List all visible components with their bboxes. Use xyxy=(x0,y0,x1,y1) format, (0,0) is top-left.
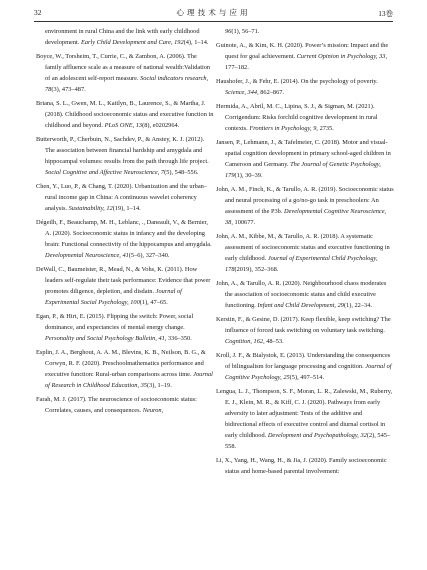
reference-text: Dégeilh, F., Beauchamp, M. H., Leblanc, ., Daneault, V., & Bernier, A. (2020). Socioeconomic status in infancy and the developing brain: Functional connectivity of the hippocampus and amygdala. xyxy=(36,218,212,249)
reference-entry xyxy=(36,26,214,48)
reference-text: Butterworth, P., Cherbuin, N., Sachdev, P., & Anstey, K. J. (2012). The association between financial hardship and amygdala and hippocampal volumes: results from the path through life project. xyxy=(36,135,209,166)
reference-pages: , 2735. xyxy=(316,124,334,132)
reference-pages: , 100677. xyxy=(231,218,256,226)
header-rule xyxy=(34,21,393,22)
reference-pages: , 336–350. xyxy=(164,335,192,343)
reference-source: Journal of Experimental Child Psychology, 178 xyxy=(225,254,378,273)
reference-source: The Journal of Genetic Psychology, 179 xyxy=(225,160,381,179)
reference-entry xyxy=(216,184,394,228)
reference-text: Boyce, W., Torsheim, T., Currie, C., & Zambon, A. (2006). The family affluence scale as a measure of national wealth:Validation of an adolescent self-report measure. xyxy=(36,52,211,83)
references-left-column xyxy=(36,26,214,419)
references-right-column xyxy=(216,26,394,480)
reference-entry xyxy=(216,76,394,98)
reference-source: Social indicators research, 78 xyxy=(45,75,209,94)
reference-entry xyxy=(216,455,394,477)
reference-text: Li, X., Yang, H., Wang, H., & Jia, J. (2020). Family socioeconomic status and home-based parental involvement: xyxy=(216,456,387,476)
page-header xyxy=(34,6,393,20)
reference-entry xyxy=(36,217,214,261)
reference-pages: (2019), 352–368. xyxy=(234,266,279,273)
reference-source: Frontiers in Psychology, 9 xyxy=(249,124,317,132)
reference-source: Social Cognitive and Affective Neuroscience, 7 xyxy=(45,169,165,177)
reference-source: PLoS ONE, 13 xyxy=(104,122,143,130)
page-number: 32 xyxy=(34,8,42,17)
reference-pages: , 48–53. xyxy=(263,337,284,345)
reference-pages: (2), 545–558. xyxy=(225,432,391,451)
reference-pages: (1), 47–65. xyxy=(139,299,168,307)
reference-entry xyxy=(216,278,394,311)
reference-text: DeWall, C., Baumeister, R., Mead, N., & Vohs, K. (2011). How leaders self-regulate their task performance: Evidence that power promotes diligence, depletion, and disdain. xyxy=(36,266,211,296)
reference-entry xyxy=(36,394,214,416)
reference-entry xyxy=(216,101,394,134)
reference-source: 96 xyxy=(225,28,232,35)
reference-text: John, A. M., Finch, K., & Tarullo, A. R. (2019). Socioeconomic status and neural processing of a go/no-go task in preschoolers: An assessment of the P3b. xyxy=(216,185,394,215)
reference-pages: (3), 473–487. xyxy=(51,86,86,94)
reference-source: Journal of Cognitive Psychology, 25 xyxy=(225,362,392,381)
reference-entry xyxy=(36,347,214,391)
reference-pages: (3), 1–19. xyxy=(146,382,172,390)
reference-source: Cognition, 162 xyxy=(225,337,264,345)
reference-text: John, A. M., Kibbe, M., & Tarullo, A. R. (2018). A systematic assessment of socioeconomic status and executive functioning in early childhood. xyxy=(216,232,390,262)
reference-source: Current Opinion in Psychology, 33 xyxy=(296,52,386,60)
reference-pages: (5), 548–556. xyxy=(164,169,199,177)
reference-source: Infant and Child Development, 29 xyxy=(257,301,344,309)
reference-text: Kerstin, F., & Gesine, D. (2017). Keep flexible, keep switching? The influence of forced task switching on voluntary task switching. xyxy=(216,315,391,334)
reference-entry xyxy=(216,137,394,181)
reference-entry xyxy=(36,311,214,344)
reference-text: Farah, M. J. (2017). The neuroscience of socioeconomic status: Correlates, causes, and consequences. xyxy=(36,396,197,415)
reference-pages: (1), 22–34. xyxy=(343,301,372,309)
reference-pages: , 177–182. xyxy=(225,52,388,71)
reference-text: Lengua, L. J., Thompson, S. F., Moran, L. R., Zalewski, M., Ruberry, E. J., Klein, M. R., & Kiff, C. J. (2020). Pathways from early adversity to later adjustment: Tests of the additive and bidirectional effects of executive control and diurnal cortisol in early childhood. xyxy=(216,387,393,440)
reference-source: Early Child Development and Care, 192 xyxy=(80,39,184,47)
reference-entry xyxy=(36,134,214,178)
reference-entry xyxy=(216,350,394,383)
reference-text: Kroll, J. F., & Bialystok, E. (2013). Understanding the consequences of bilingualism for language processing and cognition. xyxy=(216,351,391,370)
reference-entry xyxy=(216,386,394,453)
reference-pages: (19), 1–14. xyxy=(112,205,141,213)
reference-source: Journal of Research in Childhood Education, 35 xyxy=(45,371,213,390)
reference-text: Guinote, A., & Kim, K. H. (2020). Power’s mission: Impact and the quest for goal achievement. xyxy=(216,41,389,60)
reference-text: Haushofer, J., & Fehr, E. (2014). On the psychology of poverty. xyxy=(216,77,378,85)
reference-entry xyxy=(216,40,394,73)
reference-pages: (4), 1–14. xyxy=(183,39,209,47)
reference-source: Personality and Social Psychology Bulletin, 41 xyxy=(45,335,165,343)
reference-pages: (8), e0202964. xyxy=(142,122,180,130)
reference-source: Developmental Cognitive Neuroscience, 38 xyxy=(225,207,387,226)
reference-entry xyxy=(36,181,214,214)
reference-text: Jansen, P., Lehmann, J., & Tafelmeier, C. (2018). Motor and visual-spatial cognition development in primary school-aged children in Cameroon and Germany. xyxy=(216,138,391,168)
reference-text: Egan, P., & Hirt, E. (2015). Flipping the switch: Power, social dominance, and expectancies of mental energy change. xyxy=(36,313,194,332)
reference-entry xyxy=(36,98,214,131)
reference-entry xyxy=(36,51,214,95)
reference-entry xyxy=(216,26,394,37)
reference-text: Esplin, J. A., Berghout, A. A. M., Blevins, K. B., Neilson, B. G., & Corwyn, R. F. (2020). Preschoolmathematics performance and executive function: Rural-urban comparisons across time. xyxy=(36,349,206,379)
volume-label: 13卷 xyxy=(378,9,393,18)
reference-source: Science, 344 xyxy=(225,88,258,96)
reference-source: Journal of Experimental Social Psychology, 100 xyxy=(45,288,182,307)
reference-pages: (5), 497–514. xyxy=(289,373,325,381)
reference-pages: (1), 56–71. xyxy=(231,28,260,35)
reference-pages: , 862–867. xyxy=(257,88,285,96)
reference-text: Chen, Y., Luo, P., & Chang, T. (2020). Urbanization and the urban–rural income gap in China: A continuous wavelet coherency analysis. xyxy=(36,182,208,213)
reference-entry xyxy=(216,231,394,275)
reference-text: John, A., & Tarullo, A. R. (2020). Neighbourhood chaos moderates the association of socioeconomic status and child executive functioning. xyxy=(216,279,387,309)
reference-source: Developmental Neuroscience, 41 xyxy=(45,252,129,260)
reference-source: Sustainability, 12 xyxy=(68,205,113,213)
reference-entry xyxy=(36,264,214,308)
reference-source: Development and Psychopathology, 32 xyxy=(267,432,367,440)
reference-text: Hermida, A., Abril, M. C., Lipina, S. J., & Sigman, M. (2021). Corrigendum: Risks forchild cognitive development in rural contexts. xyxy=(216,102,378,132)
reference-source: Neuron, xyxy=(142,407,164,415)
reference-pages: (1), 30–39. xyxy=(234,171,263,179)
journal-title: 心理技术与应用 xyxy=(176,8,251,17)
reference-pages: (5–6), 327–340. xyxy=(128,252,170,260)
reference-text: environment in rural China and the link with early childhood development. xyxy=(45,28,200,47)
reference-entry xyxy=(216,314,394,347)
reference-text: Briana, S. L., Gwen, M. L., Kaitlyn, B., Laurence, S., & Martha, J. (2018). Childhood socioeconomic status and executive function in childhood and beyond. xyxy=(36,99,214,130)
